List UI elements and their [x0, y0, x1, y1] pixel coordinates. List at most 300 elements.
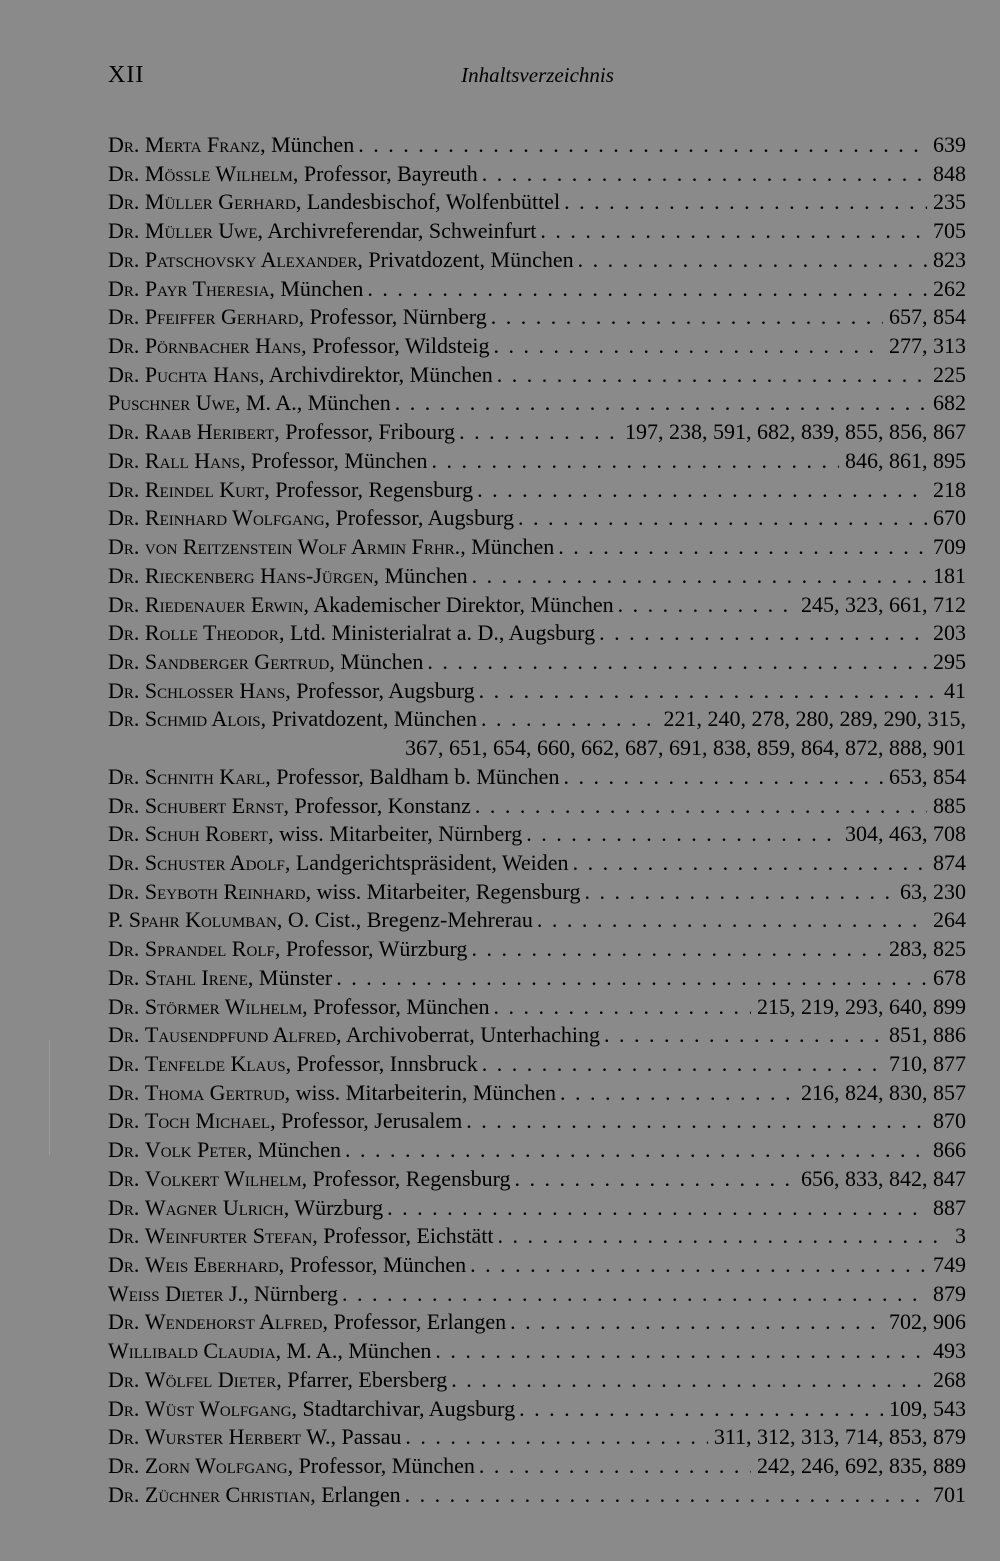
list-item: [108, 1251, 966, 1280]
contributor-title: Dr.: [108, 1424, 140, 1450]
contributor-description: , Professor, Regensburg: [264, 476, 474, 502]
page-references: 109, 543: [889, 1395, 966, 1421]
contributor-name: [108, 160, 478, 189]
contributor-surname: Stahl Irene: [144, 964, 248, 990]
list-item: [108, 648, 966, 677]
list-item: [108, 562, 966, 591]
dot-leader: [471, 935, 883, 964]
contributor-title: Dr.: [108, 763, 140, 789]
list-item: [108, 1050, 966, 1079]
contributor-name: [108, 763, 559, 792]
page-references: 235: [933, 189, 966, 215]
contributor-name: [108, 1079, 556, 1108]
contributor-surname: Wurster Herbert W.: [144, 1424, 331, 1450]
list-item: [108, 619, 966, 648]
dot-leader: [540, 217, 927, 246]
contributor-description: , Pfarrer, Ebersberg: [276, 1366, 448, 1392]
contributor-description: , Professor, Fribourg: [274, 419, 456, 445]
dot-leader: [578, 246, 927, 275]
dot-leader: [599, 619, 927, 648]
page-references: 709: [933, 534, 966, 560]
dot-leader: [573, 849, 927, 878]
contributor-surname: Rall Hans: [144, 447, 241, 473]
contributor-surname: Riedenauer Erwin: [144, 591, 304, 617]
contributor-title: Dr.: [108, 993, 140, 1019]
dot-leader: [475, 792, 927, 821]
contributor-surname: Puchta Hans: [144, 361, 260, 387]
contributor-name: [108, 935, 467, 964]
contributor-description: , Professor, Nürnberg: [298, 304, 487, 330]
page-references: 701: [933, 1481, 966, 1507]
contributor-title: Dr.: [108, 1108, 140, 1134]
list-item: [108, 1395, 966, 1424]
page-references: 215, 219, 293, 640, 899: [757, 993, 966, 1019]
contributor-surname: Rieckenberg Hans-Jürgen: [144, 562, 374, 588]
page-references: 823: [933, 246, 966, 272]
list-item: [108, 418, 966, 447]
contributor-name: [108, 1452, 475, 1481]
dot-leader: [431, 447, 839, 476]
contributor-description: , M. A., München: [234, 390, 391, 416]
page-references: 657, 854: [889, 304, 966, 330]
page-references: 493: [933, 1338, 966, 1364]
page-references: 216, 824, 830, 857: [801, 1079, 966, 1105]
page-references: 874: [933, 849, 966, 875]
contributor-name: [108, 1366, 447, 1395]
list-item: [108, 131, 966, 160]
page-references: 848: [933, 160, 966, 186]
dot-leader: [477, 476, 927, 505]
dot-leader: [479, 677, 938, 706]
contributor-title: Dr.: [108, 447, 140, 473]
dot-leader: [585, 878, 894, 907]
contributor-name: [108, 562, 468, 591]
contributor-surname: von Reitzenstein Wolf Armin Frhr.: [144, 534, 461, 560]
page-references: 870: [933, 1108, 966, 1134]
contributor-description: , Professor, München: [287, 1453, 475, 1479]
page-references: 225: [933, 361, 966, 387]
dot-leader: [558, 533, 927, 562]
dot-leader: [491, 303, 883, 332]
page-references: 41: [944, 677, 966, 703]
contributor-title: Dr.: [108, 534, 140, 560]
list-item: [108, 1280, 966, 1309]
list-item: [108, 734, 966, 763]
contributor-description: , Professor, Augsburg: [285, 677, 475, 703]
list-item: [108, 1107, 966, 1136]
page-references: 63, 230: [900, 878, 966, 904]
contributor-title: Dr.: [108, 821, 140, 847]
contributor-description: , Professor, München: [240, 447, 428, 473]
list-item: [108, 275, 966, 304]
contributor-title: Dr.: [108, 1252, 140, 1278]
contributor-name: [108, 246, 574, 275]
contributor-title: Dr.: [108, 936, 140, 962]
contributor-description: , Professor, Konstanz: [283, 792, 471, 818]
contributor-title: Dr.: [108, 361, 140, 387]
page-references: 879: [933, 1280, 966, 1306]
contributor-surname: Sandberger Gertrud: [144, 648, 330, 674]
list-item: [108, 447, 966, 476]
contributor-surname: Tausendpfund Alfred: [144, 1022, 337, 1048]
page-references: 268: [933, 1366, 966, 1392]
dot-leader: [604, 1021, 883, 1050]
contributor-surname: Reindel Kurt: [144, 476, 265, 502]
contributor-title: Dr.: [108, 304, 140, 330]
contributor-title: Dr.: [108, 333, 140, 359]
dot-leader: [451, 1366, 927, 1395]
contributor-surname: Schubert Ernst: [144, 792, 284, 818]
list-item: [108, 849, 966, 878]
contributor-title: Dr.: [108, 275, 140, 301]
contributor-name: [108, 849, 569, 878]
contributor-surname: Raab Heribert: [144, 419, 275, 445]
list-item: [108, 533, 966, 562]
contributor-title: Dr.: [108, 419, 140, 445]
dot-leader: [497, 361, 927, 390]
contributor-description: , wiss. Mitarbeiter, Regensburg: [305, 878, 581, 904]
contributor-name: [108, 1107, 462, 1136]
page-number: XII: [108, 62, 145, 88]
margin-line: [49, 1040, 50, 1155]
contributor-surname: Wagner Ulrich: [144, 1194, 284, 1220]
contributor-description: , München: [269, 275, 364, 301]
dot-leader: [493, 993, 751, 1022]
page-references: 181: [933, 562, 966, 588]
contributor-title: Dr.: [108, 132, 140, 157]
contributor-name: [108, 1136, 341, 1165]
contributor-description: , O. Cist., Bregenz-Mehrerau: [276, 907, 533, 933]
contributor-title: Dr.: [108, 189, 140, 215]
contributor-description: , Archivdirektor, München: [259, 361, 493, 387]
contributor-surname: Rolle Theodor: [144, 620, 279, 646]
contributor-description: , Professor, Baldham b. München: [265, 763, 560, 789]
list-item: [108, 1366, 966, 1395]
contributor-name: [108, 1251, 466, 1280]
contributor-name: [108, 648, 423, 677]
contributor-surname: Payr Theresia: [144, 275, 270, 301]
dot-leader: [395, 389, 927, 418]
contributor-name: [108, 964, 332, 993]
contributor-title: Dr.: [108, 964, 140, 990]
contributor-surname: Reinhard Wolfgang: [144, 505, 325, 531]
contributor-description: , Professor, München: [278, 1252, 467, 1278]
page-references: 885: [933, 792, 966, 818]
dot-leader: [405, 1481, 927, 1510]
contributor-title: P.: [108, 907, 124, 933]
list-item: [108, 1079, 966, 1108]
contributor-surname: Schlosser Hans: [144, 677, 286, 703]
page-references: 262: [933, 275, 966, 301]
list-item: [108, 878, 966, 907]
page-references: 710, 877: [889, 1051, 966, 1076]
contributor-title: Dr.: [108, 706, 140, 732]
contributor-title: Dr.: [108, 1022, 140, 1048]
contributor-name: [108, 792, 471, 821]
list-item: [108, 591, 966, 620]
dot-leader: [435, 1337, 927, 1366]
contributor-name: [108, 1308, 506, 1337]
contributor-title: Dr.: [108, 1395, 140, 1421]
contributor-description: , Professor, Innsbruck: [285, 1051, 478, 1076]
contributor-name: [108, 131, 354, 160]
dot-leader: [497, 1222, 949, 1251]
dot-leader: [367, 275, 927, 304]
list-item: [108, 1194, 966, 1223]
page-references: 242, 246, 692, 835, 889: [757, 1453, 966, 1479]
contributor-description: , München: [460, 534, 555, 560]
list-item: [108, 246, 966, 275]
dot-leader: [494, 332, 883, 361]
contributor-surname: Schuh Robert: [144, 821, 269, 847]
contributor-description: , Privatdozent, München: [357, 246, 574, 272]
list-item: [108, 332, 966, 361]
list-item: [108, 361, 966, 390]
list-item: [108, 504, 966, 533]
contributor-name: [108, 1280, 338, 1309]
contributor-surname: Weis Eberhard: [144, 1252, 279, 1278]
page-references: 702, 906: [889, 1309, 966, 1335]
page-references: 846, 861, 895: [845, 447, 966, 473]
contributor-surname: Volk Peter: [144, 1137, 247, 1163]
contributor-surname: Zorn Wolfgang: [144, 1453, 288, 1479]
page-references: 749: [933, 1252, 966, 1278]
page-references: 653, 854: [889, 763, 966, 789]
contributor-name: [108, 619, 595, 648]
contributor-name: [108, 217, 536, 246]
dot-leader: [564, 188, 927, 217]
page-references: 705: [933, 218, 966, 244]
list-item: [108, 993, 966, 1022]
contributor-surname: Störmer Wilhelm: [144, 993, 303, 1019]
list-item: [108, 1481, 966, 1510]
contributor-title: Dr.: [108, 1165, 140, 1191]
list-item: [108, 1136, 966, 1165]
contributor-title: Dr.: [108, 620, 140, 646]
contributor-name: [108, 303, 487, 332]
list-item: [108, 820, 966, 849]
page-references: 678: [933, 964, 966, 990]
contributor-name: [108, 1481, 401, 1510]
contributor-surname: Thoma Gertrud: [144, 1079, 285, 1105]
list-item: [108, 303, 966, 332]
dot-leader: [537, 906, 927, 935]
list-item: [108, 1021, 966, 1050]
contributor-surname: Weinfurter Stefan: [144, 1223, 313, 1249]
contributor-name: [108, 677, 475, 706]
contributor-name: [108, 591, 614, 620]
contributor-name: [108, 1395, 515, 1424]
list-item: [108, 217, 966, 246]
contributor-description: , München: [373, 562, 468, 588]
contributor-name: [108, 504, 514, 533]
contributor-surname: Wüst Wolfgang: [144, 1395, 292, 1421]
page-references: 197, 238, 591, 682, 839, 855, 856, 867: [625, 419, 966, 445]
contributor-surname: Weiss Dieter: [108, 1280, 224, 1306]
contributor-name: [108, 1021, 600, 1050]
contributor-title: Dr.: [108, 1137, 140, 1163]
contributor-surname: Pörnbacher Hans: [144, 333, 302, 359]
list-item: [108, 677, 966, 706]
page-references: 277, 313: [889, 333, 966, 359]
contributor-name: [108, 993, 489, 1022]
contributor-description: , Archivreferendar, Schweinfurt: [257, 218, 537, 244]
list-item: [108, 188, 966, 217]
contributor-description: , Stadtarchivar, Augsburg: [291, 1395, 516, 1421]
contributor-name: [108, 447, 427, 476]
contributor-surname: Spahr Kolumban: [128, 907, 277, 933]
contributor-name: [108, 1165, 511, 1194]
contributor-name: [108, 878, 581, 907]
list-item: [108, 964, 966, 993]
contributor-description: , München: [260, 132, 355, 157]
contributor-title: Dr.: [108, 849, 140, 875]
contributor-surname: Schuster Adolf: [144, 849, 285, 875]
contributor-description: , München: [329, 648, 424, 674]
contributor-title: Dr.: [108, 591, 140, 617]
dot-leader: [470, 1251, 927, 1280]
dot-leader: [526, 820, 839, 849]
contributor-surname: Züchner Christian: [144, 1481, 311, 1507]
contributor-surname: Pfeiffer Gerhard: [144, 304, 299, 330]
dot-leader: [472, 562, 927, 591]
contributor-description: , Ltd. Ministerialrat a. D., Augsburg: [278, 620, 596, 646]
dot-leader: [479, 1452, 751, 1481]
contributor-description: , Professor, Eichstätt: [312, 1223, 494, 1249]
contributor-description: , Akademischer Direktor, München: [303, 591, 614, 617]
contributor-description: , wiss. Mitarbeiterin, München: [284, 1079, 556, 1105]
contributor-surname: Schnith Karl: [144, 763, 266, 789]
contributor-surname: Puschner Uwe: [108, 390, 235, 416]
contributor-description: , München: [246, 1137, 341, 1163]
contributor-name: [108, 332, 490, 361]
dot-leader: [427, 648, 927, 677]
contributor-description: , Landesbischof, Wolfenbüttel: [295, 189, 561, 215]
contributor-surname: Toch Michael: [144, 1108, 271, 1134]
contributor-surname: Müller Gerhard: [144, 189, 296, 215]
contributor-description: , M. A., München: [275, 1338, 432, 1364]
dot-leader: [618, 591, 795, 620]
contributor-title: Dr.: [108, 1453, 140, 1479]
list-item: [108, 1452, 966, 1481]
contributor-name: [108, 389, 391, 418]
contributor-surname: Sprandel Rolf: [144, 936, 275, 962]
list-item: [108, 935, 966, 964]
contributor-title: Dr.: [108, 792, 140, 818]
contributor-description: J., Nürnberg: [223, 1280, 338, 1306]
list-item: [108, 906, 966, 935]
contributor-title: Dr.: [108, 562, 140, 588]
page-references: 311, 312, 313, 714, 853, 879: [713, 1424, 966, 1450]
page-references: 682: [933, 390, 966, 416]
running-head: Inhaltsverzeichnis: [461, 63, 614, 87]
page-references: 887: [933, 1194, 966, 1220]
contributor-description: , Professor, Augsburg: [324, 505, 514, 531]
dot-leader: [358, 131, 927, 160]
contributor-title: Dr.: [108, 1366, 140, 1392]
contributor-title: Dr.: [108, 476, 140, 502]
contributor-name: [108, 418, 455, 447]
contributor-name: [108, 361, 493, 390]
contributor-title: Dr.: [108, 160, 140, 186]
page-references: 304, 463, 708: [845, 821, 966, 847]
contributor-surname: Merta Franz: [144, 132, 261, 157]
contributor-title: Dr.: [108, 246, 140, 272]
contributor-name: [108, 1222, 493, 1251]
page-references: 656, 833, 842, 847: [801, 1165, 966, 1191]
list-item: [108, 476, 966, 505]
list-item: [108, 1337, 966, 1366]
contributor-description: , Archivoberrat, Unterhaching: [336, 1022, 600, 1048]
dot-leader: [560, 1079, 795, 1108]
list-item: [108, 1308, 966, 1337]
contributor-title: Dr.: [108, 1194, 140, 1220]
contributor-list: [108, 131, 966, 1510]
contributor-name: [108, 476, 473, 505]
dot-leader: [405, 1423, 707, 1452]
contributor-description: , wiss. Mitarbeiter, Nürnberg: [268, 821, 523, 847]
dot-leader: [482, 1050, 883, 1079]
contributor-description: , Professor, Erlangen: [322, 1309, 507, 1335]
contributor-description: , Privatdozent, München: [260, 706, 477, 732]
contributor-description: , Professor, Bayreuth: [292, 160, 478, 186]
contributor-title: Dr.: [108, 648, 140, 674]
list-item: [108, 389, 966, 418]
contributor-description: , Erlangen: [310, 1481, 401, 1507]
contributor-title: Dr.: [108, 505, 140, 531]
page-references: 851, 886: [889, 1022, 966, 1048]
contributor-title: Dr.: [108, 1223, 140, 1249]
contributor-title: Dr.: [108, 1051, 140, 1076]
list-item: [108, 705, 966, 734]
contributor-description: , Professor, München: [302, 993, 490, 1019]
contributor-surname: Seyboth Reinhard: [144, 878, 306, 904]
dot-leader: [510, 1308, 883, 1337]
contributor-surname: Schmid Alois: [144, 706, 261, 732]
contributor-name: [108, 188, 560, 217]
dot-leader: [481, 705, 658, 734]
contributor-description: , Professor, Würzburg: [274, 936, 468, 962]
list-item: [108, 1423, 966, 1452]
contributor-description: , Landgerichtspräsident, Weiden: [284, 849, 569, 875]
contributor-name: [108, 1423, 401, 1452]
contributor-description: , Passau: [330, 1424, 402, 1450]
contributor-name: [108, 1050, 478, 1079]
contributor-name: [108, 820, 522, 849]
list-item: [108, 1165, 966, 1194]
contributor-surname: Tenfelde Klaus: [144, 1051, 286, 1076]
page-references: 866: [933, 1137, 966, 1163]
page-references: 245, 323, 661, 712: [801, 591, 966, 617]
contributor-description: , Professor, Regensburg: [301, 1165, 511, 1191]
contributor-surname: Willibald Claudia: [108, 1338, 276, 1364]
dot-leader: [336, 964, 927, 993]
contributor-surname: Patschovsky Alexander: [144, 246, 358, 272]
dot-leader: [345, 1136, 927, 1165]
list-item: [108, 763, 966, 792]
page-references: 367, 651, 654, 660, 662, 687, 691, 838, 859, 864, 872, 888, 901: [405, 735, 966, 761]
contributor-description: , Professor, Wildsteig: [301, 333, 490, 359]
contributor-title: Dr.: [108, 1481, 140, 1507]
page-references: 203: [933, 620, 966, 646]
contributor-title: Dr.: [108, 1079, 140, 1105]
contributor-name: [108, 533, 554, 562]
contributor-title: Dr.: [108, 1309, 140, 1335]
contributor-description: , Würzburg: [283, 1194, 384, 1220]
dot-leader: [482, 160, 927, 189]
contributor-title: Dr.: [108, 218, 140, 244]
contributor-description: , Münster: [247, 964, 333, 990]
